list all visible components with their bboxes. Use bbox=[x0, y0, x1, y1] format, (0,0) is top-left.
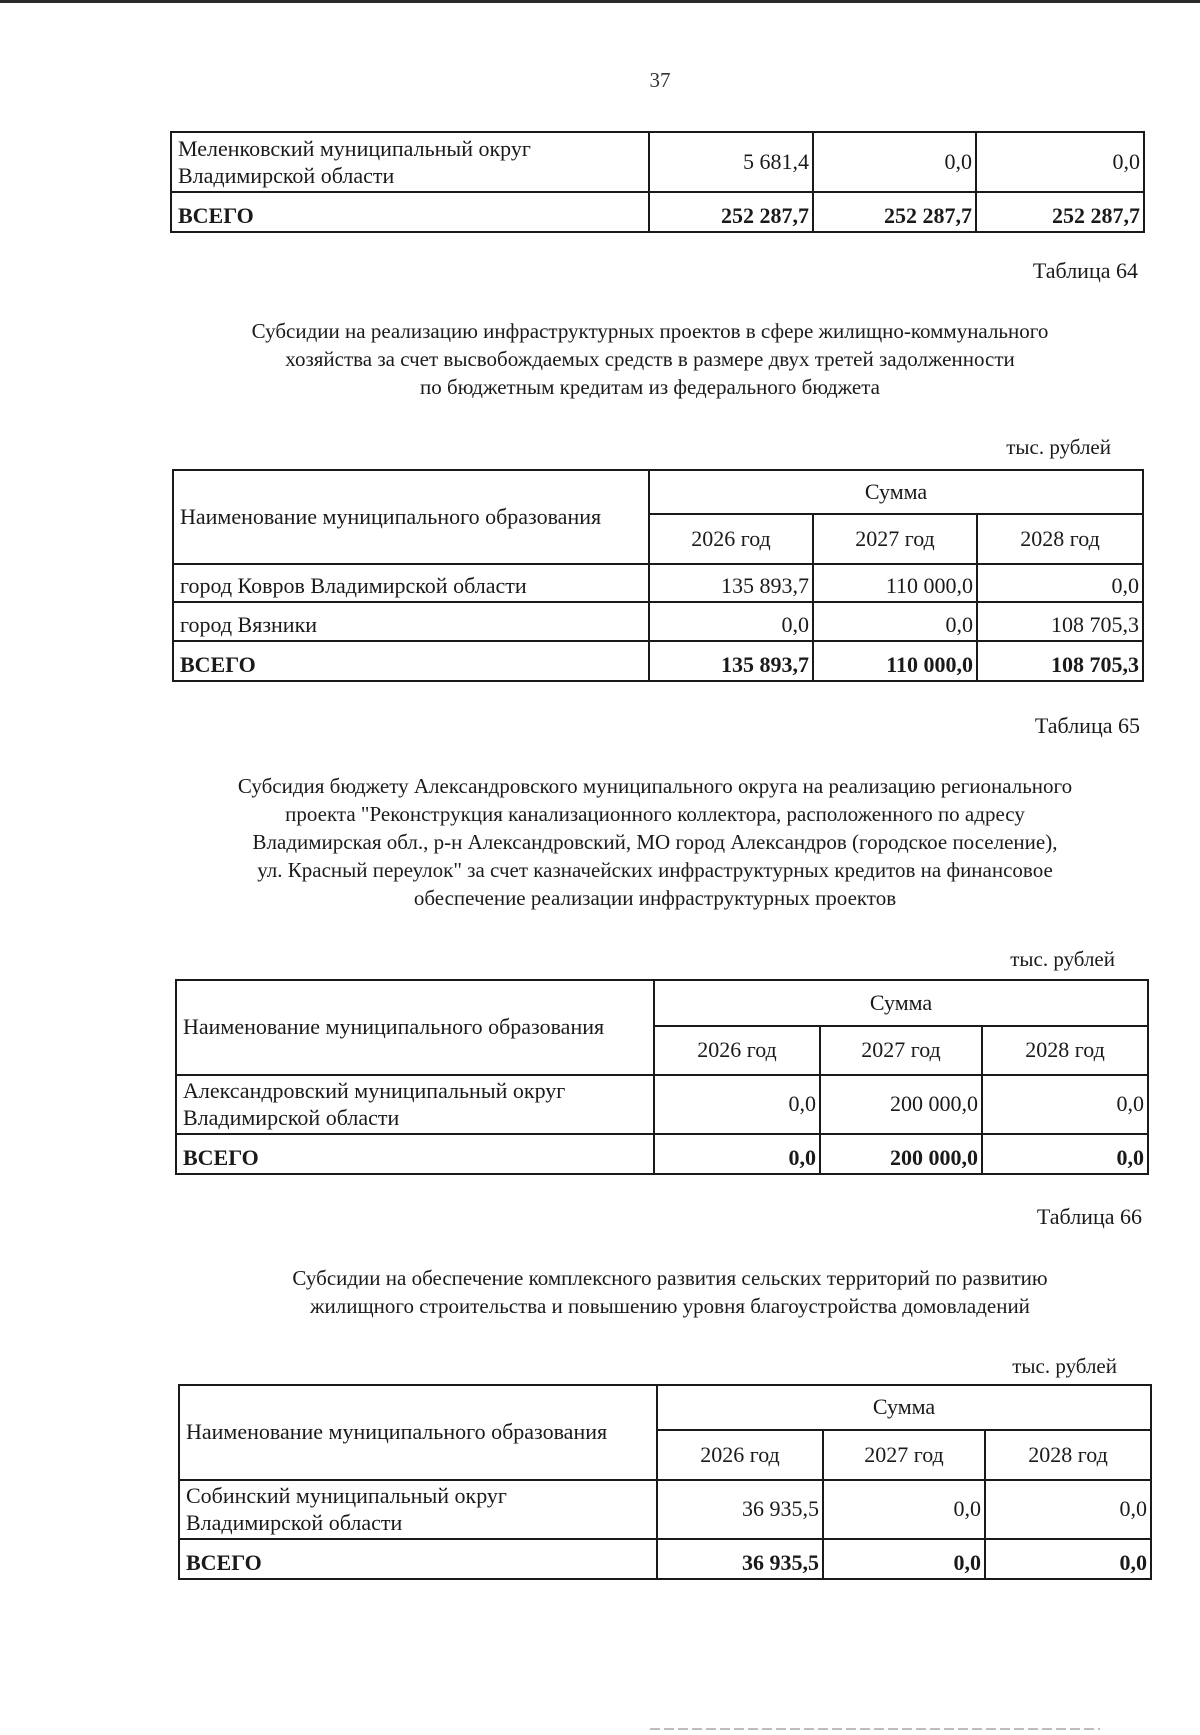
total-2028: 0,0 bbox=[985, 1539, 1151, 1579]
total-2027: 110 000,0 bbox=[813, 641, 977, 681]
value-2026: 5 681,4 bbox=[649, 132, 813, 192]
value-2027: 0,0 bbox=[823, 1480, 985, 1539]
total-label: ВСЕГО bbox=[173, 641, 649, 681]
column-header-2026: 2026 год bbox=[657, 1430, 823, 1480]
scan-edge bbox=[0, 0, 1200, 3]
total-2026: 135 893,7 bbox=[649, 641, 813, 681]
value-2028: 0,0 bbox=[976, 132, 1144, 192]
table-64-title: Субсидии на реализацию инфраструктурных проектов в сфере жилищно-коммунального хозяйства за счет высвобождаемых средств в размере двух третей задолженности по бюджетным кредитам из федерального бюджета bbox=[251, 319, 1049, 399]
municipality-name: Меленковский муниципальный округ Владимирской области bbox=[171, 132, 649, 192]
table-row bbox=[179, 1480, 1151, 1539]
total-2026: 252 287,7 bbox=[649, 192, 813, 232]
total-2026: 0,0 bbox=[654, 1134, 820, 1174]
municipality-name: город Вязники bbox=[173, 602, 649, 641]
table-66 bbox=[178, 1384, 1152, 1580]
municipality-name: Собинский муниципальный округ Владимирской области bbox=[179, 1480, 657, 1539]
column-header-sum: Сумма bbox=[657, 1385, 1151, 1430]
column-header-name: Наименование муниципального образования bbox=[173, 470, 649, 564]
table-65-title: Субсидия бюджету Александровского муниципального округа на реализацию регионального проекта "Реконструкция канализационного коллектора, расположенного по адресу Владимирская обл., р-н Александровский, МО город Александров (городское поселение), ул. Красный переулок" за счет казначейских инфраструктурных кредитов на финансовое обеспечение реализации инфраструктурных проектов bbox=[237, 774, 1073, 910]
total-2027: 200 000,0 bbox=[820, 1134, 982, 1174]
table-header-row bbox=[173, 470, 1143, 514]
total-row bbox=[171, 192, 1144, 232]
total-2028: 0,0 bbox=[982, 1134, 1148, 1174]
continued-table bbox=[170, 131, 1145, 233]
column-header-2026: 2026 год bbox=[649, 514, 813, 564]
table-65-unit: тыс. рублей bbox=[1010, 947, 1115, 971]
column-header-2028: 2028 год bbox=[982, 1026, 1148, 1075]
table-64-label: Таблица 64 bbox=[1032, 258, 1138, 283]
total-2027: 252 287,7 bbox=[813, 192, 976, 232]
total-2027: 0,0 bbox=[823, 1539, 985, 1579]
total-row bbox=[176, 1134, 1148, 1174]
column-header-2027: 2027 год bbox=[823, 1430, 985, 1480]
value-2027: 110 000,0 bbox=[813, 564, 977, 602]
table-64-unit: тыс. рублей bbox=[1006, 435, 1111, 459]
table-row bbox=[176, 1075, 1148, 1134]
column-header-2027: 2027 год bbox=[820, 1026, 982, 1075]
value-2028: 0,0 bbox=[985, 1480, 1151, 1539]
page-number: 37 bbox=[649, 68, 671, 92]
table-66-unit: тыс. рублей bbox=[1012, 1354, 1117, 1378]
value-2028: 0,0 bbox=[977, 564, 1143, 602]
table-66-title: Субсидии на обеспечение комплексного развития сельских территорий по развитию жилищного строительства и повышению уровня благоустройства домовладений bbox=[292, 1266, 1048, 1318]
table-header-row bbox=[176, 980, 1148, 1026]
column-header-sum: Сумма bbox=[649, 470, 1143, 514]
value-2026: 0,0 bbox=[649, 602, 813, 641]
total-2026: 36 935,5 bbox=[657, 1539, 823, 1579]
total-label: ВСЕГО bbox=[179, 1539, 657, 1579]
column-header-2027: 2027 год bbox=[813, 514, 977, 564]
table-66-label: Таблица 66 bbox=[1036, 1204, 1142, 1229]
municipality-name: Александровский муниципальный округ Владимирской области bbox=[176, 1075, 654, 1134]
column-header-sum: Сумма bbox=[654, 980, 1148, 1026]
table-65 bbox=[175, 979, 1149, 1175]
municipality-name: город Ковров Владимирской области bbox=[173, 564, 649, 602]
column-header-name: Наименование муниципального образования bbox=[176, 980, 654, 1075]
total-row bbox=[179, 1539, 1151, 1579]
value-2027: 200 000,0 bbox=[820, 1075, 982, 1134]
column-header-2028: 2028 год bbox=[977, 514, 1143, 564]
table-header-row bbox=[179, 1385, 1151, 1430]
value-2026: 135 893,7 bbox=[649, 564, 813, 602]
table-65-label: Таблица 65 bbox=[1034, 713, 1140, 738]
table-row bbox=[171, 132, 1144, 192]
total-2028: 252 287,7 bbox=[976, 192, 1144, 232]
value-2026: 36 935,5 bbox=[657, 1480, 823, 1539]
value-2028: 108 705,3 bbox=[977, 602, 1143, 641]
column-header-name: Наименование муниципального образования bbox=[179, 1385, 657, 1480]
total-row bbox=[173, 641, 1143, 681]
total-label: ВСЕГО bbox=[176, 1134, 654, 1174]
value-2027: 0,0 bbox=[813, 602, 977, 641]
scan-artifact bbox=[650, 1728, 1100, 1730]
table-row bbox=[173, 602, 1143, 641]
total-label: ВСЕГО bbox=[171, 192, 649, 232]
total-2028: 108 705,3 bbox=[977, 641, 1143, 681]
table-64 bbox=[172, 469, 1144, 682]
value-2027: 0,0 bbox=[813, 132, 976, 192]
table-row bbox=[173, 564, 1143, 602]
value-2028: 0,0 bbox=[982, 1075, 1148, 1134]
column-header-2026: 2026 год bbox=[654, 1026, 820, 1075]
column-header-2028: 2028 год bbox=[985, 1430, 1151, 1480]
value-2026: 0,0 bbox=[654, 1075, 820, 1134]
